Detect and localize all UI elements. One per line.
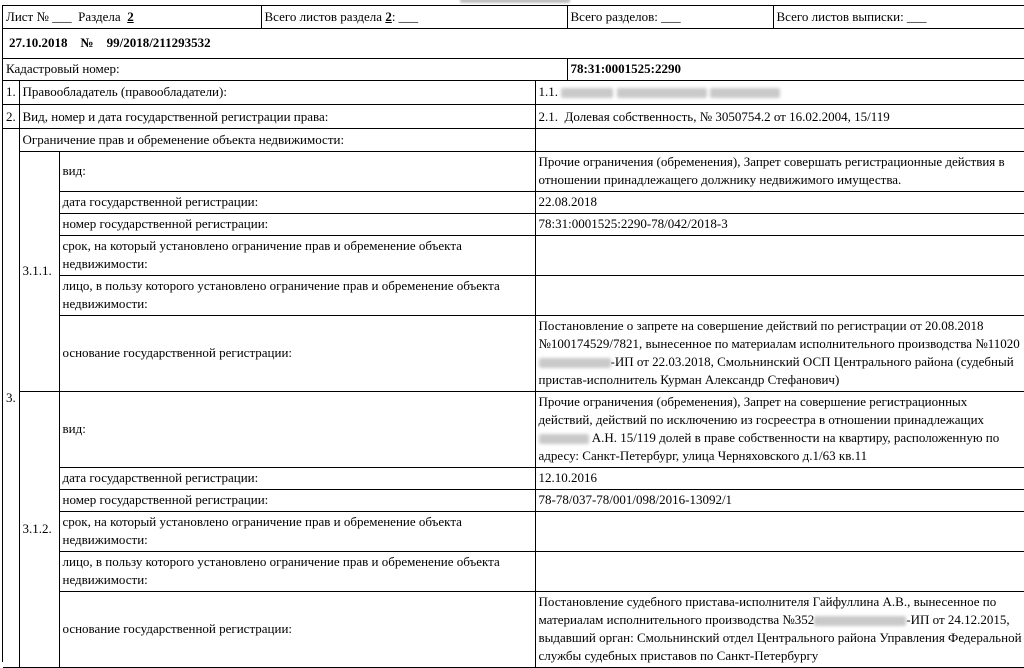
sheet-blank: ___	[52, 8, 72, 24]
enc2-kind-label: вид:	[59, 391, 535, 467]
date-number-row	[3, 29, 1024, 60]
row-3-label: Ограничение прав и обременение объекта недвижимости:	[19, 129, 535, 151]
row-rightholder	[3, 81, 1024, 105]
enc1-regno-label: номер государственной регистрации:	[59, 213, 535, 235]
enc2-kind-value	[535, 391, 1024, 467]
rightholder-number: 1.1.	[538, 84, 558, 100]
enc2-person-label: лицо, в пользу которого установлено ограничение прав и обременение объекта недвижимости:	[59, 551, 535, 591]
encumbrance-table	[3, 129, 1024, 668]
enc2-kind-text-a: Прочие ограничения (обременения), Запрет на совершение регистрационных действий, действий по исключению из госреестра в отношении принадлежащих	[538, 394, 985, 427]
total-sheets-blank: : ___	[391, 8, 419, 24]
enc1-basis-row	[3, 315, 1024, 391]
extract-sheet	[2, 5, 1024, 662]
enc1-kind-label: вид:	[59, 151, 535, 191]
total-sheets-value: 2	[385, 8, 392, 24]
row-2-label: Вид, номер и дата государственной регистрации права:	[19, 105, 535, 129]
enc2-date-value: 12.10.2016	[535, 467, 1024, 489]
redacted-name	[710, 88, 780, 98]
redacted-number	[814, 616, 906, 626]
row-1-number: 1.	[3, 81, 19, 105]
number-sign: №	[80, 35, 94, 51]
row-2-value	[535, 105, 1024, 129]
enc1-kind-row	[3, 151, 1024, 191]
enc2-basis-row	[3, 591, 1024, 667]
enc2-number: 3.1.2.	[19, 391, 59, 667]
row-encumbrance-header	[3, 129, 1024, 151]
redacted-name	[539, 434, 589, 444]
enc2-regno-row	[3, 489, 1024, 511]
enc2-person-row	[3, 551, 1024, 591]
cadastral-label: Кадастровый номер:	[3, 59, 567, 80]
enc2-kind-text-b: А.Н. 15/119 долей в праве собственности на квартиру, расположенную по адресу: Санкт-Петербург, улица Черняховского д.1/63 кв.11	[538, 430, 1000, 463]
enc2-basis-text-a: Постановление судебного пристава-исполнителя Гайфуллина А.В., вынесенное по материалам исполнительного производства №352	[538, 594, 997, 627]
enc2-regno-value: 78-78/037-78/001/098/2016-13092/1	[535, 489, 1024, 511]
row-3-value	[535, 129, 1024, 151]
total-extract-blank: ___	[906, 8, 927, 24]
enc1-basis-text-a: Постановление о запрете на совершение действий по регистрации от 20.08.2018 №100174529/7821, вынесенное по материалам исполнительного производства №11020	[538, 318, 1020, 351]
enc2-basis-label: основание государственной регистрации:	[59, 591, 535, 667]
cadastral-number: 78:31:0001525:2290	[567, 59, 1024, 80]
enc2-term-label: срок, на который установлено ограничение прав и обременение объекта недвижимости:	[59, 511, 535, 551]
extract-date: 27.10.2018	[9, 35, 68, 51]
main-table	[3, 81, 1024, 130]
section-number: 2	[127, 8, 134, 24]
enc1-kind-value: Прочие ограничения (обременения), Запрет совершать регистрационные действия в отношении принадлежащего должнику недвижимого имущества.	[535, 151, 1024, 191]
enc1-term-row	[3, 235, 1024, 275]
total-extract-label: Всего листов выписки:	[776, 8, 904, 24]
enc1-term-label: срок, на который установлено ограничение прав и обременение объекта недвижимости:	[59, 235, 535, 275]
redacted-number	[539, 358, 611, 368]
section-label: Раздела	[78, 8, 121, 24]
enc1-term-value	[535, 235, 1024, 275]
enc1-person-label: лицо, в пользу которого установлено ограничение прав и обременение объекта недвижимости:	[59, 275, 535, 315]
sheet-number-cell	[3, 6, 261, 28]
enc2-date-label: дата государственной регистрации:	[59, 467, 535, 489]
enc1-date-value: 22.08.2018	[535, 191, 1024, 213]
total-sheets-cell	[261, 6, 567, 28]
enc1-basis-value	[535, 315, 1024, 391]
enc2-basis-value	[535, 591, 1024, 667]
row-1-value	[535, 81, 1024, 105]
enc1-date-row	[3, 191, 1024, 213]
row-2-number: 2.	[3, 105, 19, 129]
enc1-basis-label: основание государственной регистрации:	[59, 315, 535, 391]
enc1-date-label: дата государственной регистрации:	[59, 191, 535, 213]
total-sections-blank: ___	[661, 8, 681, 24]
sheet-label: Лист №	[6, 8, 49, 24]
enc2-date-row	[3, 467, 1024, 489]
total-sections-cell	[567, 6, 773, 28]
enc1-regno-value: 78:31:0001525:2290-78/042/2018-3	[535, 213, 1024, 235]
right-description: Долевая собственность, № 3050754.2 от 16.02.2004, 15/119	[564, 108, 890, 124]
row-3-number: 3.	[3, 129, 19, 667]
row-1-label: Правообладатель (правообладатели):	[19, 81, 535, 105]
cadastral-row	[3, 59, 1024, 81]
enc2-term-value	[535, 511, 1024, 551]
enc1-basis-text-b: -ИП от 22.03.2018, Смольнинский ОСП Центрального района (судебный пристав-исполнитель Курман Александр Стефанович)	[538, 354, 1014, 387]
right-number: 2.1.	[538, 108, 558, 124]
enc2-regno-label: номер государственной регистрации:	[59, 489, 535, 511]
redacted-name	[561, 88, 613, 98]
redacted-name	[617, 88, 707, 98]
extract-number: 99/2018/211293532	[106, 35, 211, 51]
enc1-regno-row	[3, 213, 1024, 235]
enc1-person-row	[3, 275, 1024, 315]
enc1-number: 3.1.1.	[19, 151, 59, 391]
row-right-registration	[3, 105, 1024, 129]
enc2-term-row	[3, 511, 1024, 551]
total-sections-label: Всего разделов:	[570, 8, 658, 24]
enc2-basis-text-b: -ИП от 24.12.2015, выдавший орган: Смольнинский отдел Центрального района Управления Федеральной службы судебных приставов по Санкт-Петербургу	[538, 612, 1022, 663]
enc2-person-value	[535, 551, 1024, 591]
enc1-person-value	[535, 275, 1024, 315]
sheet-info-row	[3, 6, 1024, 29]
total-sheets-label: Всего листов раздела	[264, 8, 383, 24]
total-extract-cell	[773, 6, 1024, 28]
enc2-kind-row	[3, 391, 1024, 467]
